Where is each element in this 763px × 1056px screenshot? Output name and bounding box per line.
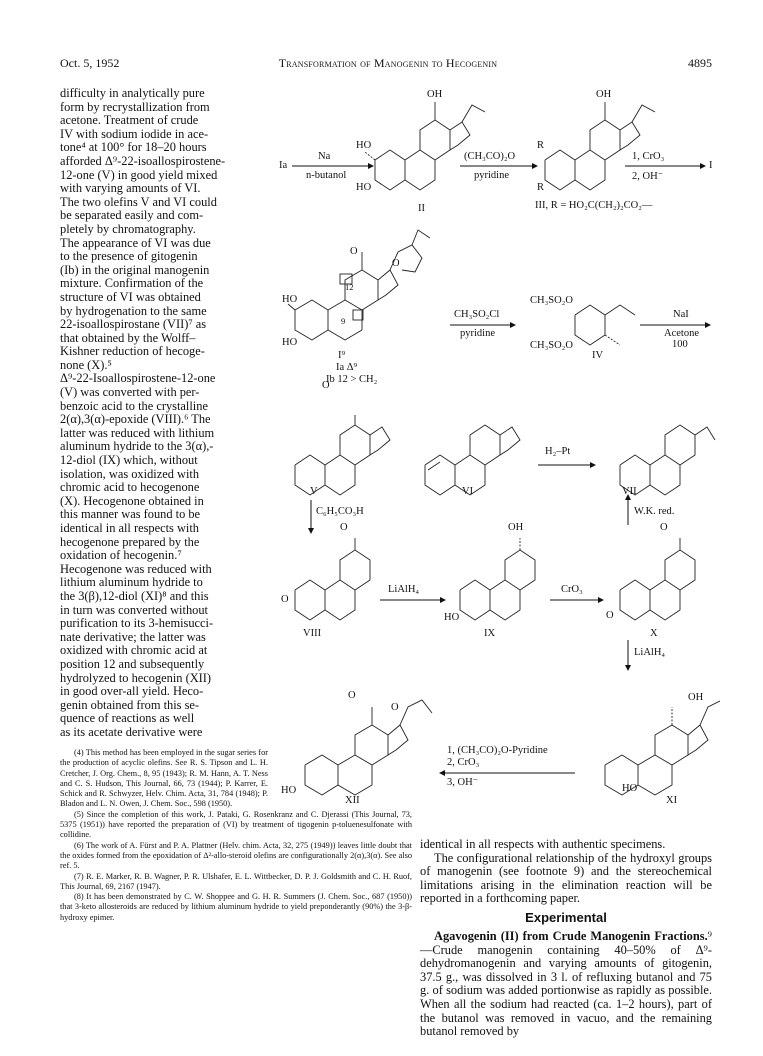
label-V: V <box>310 486 318 497</box>
text-line: 2(α),3(α)-epoxide (VIII).⁶ The <box>60 412 211 427</box>
label-na: Na <box>318 151 331 162</box>
text-line: pletely by chromatography. <box>60 221 196 236</box>
label-VIII: VIII <box>303 628 322 639</box>
structure-I <box>288 230 430 340</box>
label-step-3: 3, OH⁻ <box>447 777 479 788</box>
label-ho-XI: HO <box>622 783 638 794</box>
label-o-VIII: O <box>340 522 348 533</box>
label-o-2a: O <box>350 246 358 257</box>
text-line: difficulty in analytically pure <box>60 86 205 100</box>
label-cro3-2: CrO₃ <box>561 584 583 595</box>
label-perbenzoic: C₆H₅CO₃H <box>316 506 364 517</box>
text-line: (X). Hecogenone obtained in <box>60 493 204 508</box>
label-oh-minus-1: 2, OH⁻ <box>632 171 664 182</box>
text-line: none (X).⁵ <box>60 357 112 372</box>
label-XII: XII <box>345 795 360 806</box>
running-title: Transformation of Manogenin to Hecogenin <box>278 56 498 70</box>
text-line: the 3(β),12-diol (XI)⁸ and this <box>60 588 209 603</box>
label-ring-9: 9 <box>341 316 346 326</box>
label-oh-2: OH <box>596 89 612 100</box>
text-line: nate derivative; the latter was <box>60 629 206 644</box>
label-mso-b: CH₃SO₂O <box>530 340 573 351</box>
text-line: oxidation of hecogenin.⁷ <box>60 548 182 563</box>
left-text-column <box>60 87 268 740</box>
text-line: this manner was found to be <box>60 507 201 522</box>
label-h2-pt: H₂–Pt <box>545 446 571 457</box>
page-number: 4895 <box>688 56 712 70</box>
text-line: (V) was converted with per- <box>60 385 200 400</box>
text-line: hecogenone prepared by the <box>60 534 200 549</box>
reaction-scheme <box>270 80 720 810</box>
structure-VI <box>425 425 520 495</box>
text-line: 12-diol (IX) which, without <box>60 453 198 468</box>
text-line: that obtained by the Wolff– <box>60 330 196 345</box>
text-line: in good over-all yield. Heco- <box>60 684 204 699</box>
text-line: genin obtained from this se- <box>60 697 200 712</box>
footnote-7: (7) R. E. Marker, R. B. Wagner, P. R. Ulshafer, E. L. Wittbecker, D. P. J. Goldsmith and C. H. Ruof, This Journal, 69, 2167 (1947). <box>60 871 412 891</box>
label-ring-12: 12 <box>345 282 354 292</box>
text-line: isolation, was oxidized with <box>60 466 200 481</box>
structure-VII <box>620 425 715 495</box>
label-ho-IX: HO <box>444 612 460 623</box>
text-line: Kishner reduction of hecoge- <box>60 344 205 359</box>
label-lialh4-2: LiAlH₄ <box>634 647 666 658</box>
label-ho-XII: HO <box>281 785 297 796</box>
label-XI: XI <box>666 795 678 806</box>
structure-X <box>620 538 695 620</box>
text-line: quence of reactions as well <box>60 711 195 726</box>
label-mscl: CH₃SO₂Cl <box>454 309 500 320</box>
structure-XII <box>305 700 432 795</box>
experimental-paragraph <box>420 930 712 1039</box>
structure-VIII <box>295 538 370 620</box>
text-line: afforded Δ⁹-22-isoallospirostene- <box>60 153 226 168</box>
text-line: position 12 and subsequently <box>60 656 205 671</box>
right-text-column <box>420 838 712 906</box>
text-line: chromic acid to hecogenone <box>60 480 200 495</box>
exp-heading: Agavogenin (II) from Crude Manogenin Fractions. <box>434 929 708 943</box>
text-line: Hecogenone was reduced with <box>60 561 212 576</box>
label-IV: IV <box>592 350 604 361</box>
label-ho-1a: HO <box>356 140 372 151</box>
footnote-4: (4) This method has been employed in the sugar series for the production of acyclic olefins. See R. S. Tipson and L. H. Cretcher, J. Org. Chem., 8, 95 (1943); R. M. Hann, A. T. Ness and C. S. Hudson, This Journal, 66, 73 (1944); P. Karrer, E. Schick and R. Schwyzer, Helv. Chim. Acta, 31, 784 (1948); P. Bladon and L. N. Owen, J. Chem. Soc., 598 (1950). <box>60 748 268 809</box>
label-ho-2a: HO <box>282 294 298 305</box>
label-ac2o: (CH₃CO)₂O <box>464 151 516 162</box>
structure-IV <box>575 305 635 345</box>
label-100: 100 <box>672 339 688 350</box>
label-ho-1b: HO <box>356 182 372 193</box>
label-oh-XI: OH <box>688 692 704 703</box>
label-o-X-top: O <box>660 522 668 533</box>
label-I9: I⁹ <box>338 350 346 361</box>
text-line: latter was reduced with lithium <box>60 425 215 440</box>
text-line: tone⁴ at 100° for 18–20 hours <box>60 140 207 155</box>
text-line: as its acetate derivative were <box>60 724 203 739</box>
label-I-product: I <box>709 160 713 171</box>
text-line: purification to its 3-hemisucci- <box>60 616 214 631</box>
label-IX: IX <box>484 628 496 639</box>
label-pyridine-2: pyridine <box>460 328 495 339</box>
text-line: (Ib) in the original manogenin <box>60 262 210 277</box>
text-line: identical in all respects with <box>60 521 200 535</box>
label-ho-2b: HO <box>282 337 298 348</box>
label-r-b: R <box>537 182 545 193</box>
text-line: 12-one (V) in good yield mixed <box>60 167 218 182</box>
label-oh-IX: OH <box>508 522 524 533</box>
text-line: 22-isoallospirostane (VII)⁷ as <box>60 317 207 332</box>
para-identical: identical in all respects with authentic specimens. <box>420 837 666 851</box>
section-title-experimental: Experimental <box>525 910 607 925</box>
footnote-8: (8) It has been demonstrated by C. W. Shoppee and G. H. R. Summers (J. Chem. Soc., 687 (1950)) that 3-keto allosteroids are reduced by lithium aluminum hydride to yield preponderantly (90%) the 3-β-hydroxy epimer. <box>60 892 412 922</box>
text-line: form by recrystallization from <box>60 99 210 114</box>
label-o-epoxide: O <box>281 594 289 605</box>
label-o-X-left: O <box>606 610 614 621</box>
text-line: The appearance of VI was due <box>60 235 211 250</box>
text-line: in turn was converted without <box>60 602 208 617</box>
text-line: IV with sodium iodide in ace- <box>60 126 209 141</box>
structure-II <box>365 102 485 190</box>
text-line: The two olefins V and VI could <box>60 194 217 209</box>
label-Ib: Ib 12 > CH₂ <box>326 374 378 385</box>
text-line: with varying amounts of VI. <box>60 181 201 196</box>
footnote-5: (5) Since the completion of this work, J. Pataki, G. Rosenkranz and C. Djerassi (This Journal, 73, 5375 (1951)) have reported the preparation of (VI) by treatment of tigogenin p-toluenesulfonate with collidine. <box>60 809 412 840</box>
label-o-V: O <box>322 380 330 391</box>
para-configurational: The configurational relationship of the hydroxyl groups of manogenin (see footnote 9) and the stereochemical limitations arising in the elimination reaction will be reported in a forthcoming paper. <box>420 850 712 906</box>
label-acetone: Acetone <box>664 328 699 339</box>
text-line: acetone. Treatment of crude <box>60 113 199 128</box>
label-oh-1: OH <box>427 89 443 100</box>
structure-V <box>295 415 390 495</box>
footnote-6: (6) The work of A. Fürst and P. A. Plattner (Helv. chim. Acta, 32, 275 (1949)) leaves little doubt that the oxides formed from the epoxidation of Δ²-allo-steroid olefins are configurationally 2(α),3(α). See also ref. 5. <box>60 840 412 871</box>
text-line: benzoic acid to the crystalline <box>60 398 208 413</box>
label-nai: NaI <box>673 309 689 320</box>
label-X: X <box>650 628 658 639</box>
label-o-XII-a: O <box>348 690 356 701</box>
label-o-XII-b: O <box>391 702 399 713</box>
label-r-a: R <box>537 140 545 151</box>
label-II: II <box>418 203 425 214</box>
text-line: Δ⁹-22-Isoallospirostene-12-one <box>60 371 216 386</box>
label-lialh4-1: LiAlH₄ <box>388 584 420 595</box>
text-line: structure of VI was obtained <box>60 289 201 304</box>
exp-text: ⁹—Crude manogenin containing 40–50% of Δ⁹-dehydromanogenin and varying amounts of gitogenin, 37.5 g., was dissolved in 3 l. of refluxing butanol and 75 g. of sodium was added portionwise as rapidly as possible. When all the sodium had reacted (ca. 1–2 hours), part of the butanol was removed in vacuo, and the remaining butanol removed by <box>420 929 712 1039</box>
label-VII: VII <box>622 486 637 497</box>
text-line: by hydrogenation to the same <box>60 303 207 318</box>
label-pyridine-1: pyridine <box>474 170 509 181</box>
text-line: aluminum hydride to the 3(α),- <box>60 439 214 454</box>
text-line: oxidized with chromic acid at <box>60 643 208 658</box>
label-mso-a: CH₃SO₂O <box>530 295 573 306</box>
label-Ia-delta: Ia Δ⁹ <box>336 362 358 373</box>
label-wk-red: W.K. red. <box>634 506 675 517</box>
label-cro3-1: 1, CrO₃ <box>632 151 665 162</box>
text-line: hydrolyzed to hecogenin (XII) <box>60 670 212 685</box>
structure-XI <box>605 700 720 795</box>
text-line: be separated easily and com- <box>60 208 204 223</box>
text-line: mixture. Confirmation of the <box>60 276 204 291</box>
label-step-2: 2, CrO₃ <box>447 757 480 768</box>
structure-IX <box>460 538 535 620</box>
text-line: to the presence of gitogenin <box>60 249 198 264</box>
label-III: III, R = HO₂C(CH₂)₂CO₂— <box>535 200 653 211</box>
text-line: lithium aluminum hydride to <box>60 575 203 590</box>
label-n-butanol: n-butanol <box>306 170 347 181</box>
label-Ia: Ia <box>279 160 288 171</box>
label-o-2b: O <box>392 258 400 269</box>
header-date: Oct. 5, 1952 <box>60 56 120 70</box>
label-VI: VI <box>462 486 474 497</box>
label-step-1: 1, (CH₃CO)₂O-Pyridine <box>447 745 548 756</box>
